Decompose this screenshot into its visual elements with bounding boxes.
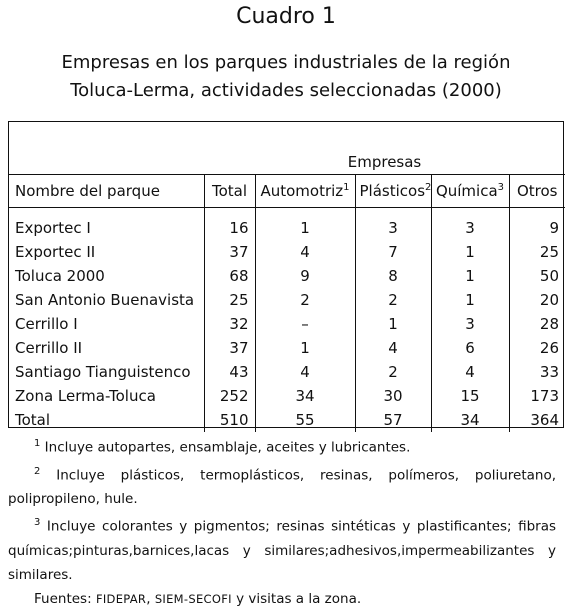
data-table-frame bbox=[8, 121, 564, 428]
cell-otros: 26 bbox=[509, 336, 565, 360]
group-header-empresas: Empresas bbox=[347, 153, 422, 171]
sources-line: Fuentes: FIDEPAR, SIEM-SECOFI y visitas a la zona. bbox=[34, 590, 362, 607]
footnote-3: $^3$ Incluye colorantes y pigmentos; resinas sintéticas y plastificantes; fibras químicas;pinturas,barnices,lacas y similares;adhesivos,impermeabilizantes y similares. bbox=[8, 517, 556, 583]
cell-total: 37 bbox=[204, 240, 255, 264]
table-row bbox=[9, 208, 565, 241]
footnote-ref: 2 bbox=[425, 182, 432, 193]
table-title-line-1: Empresas en los parques industriales de la región bbox=[61, 52, 511, 73]
cell-name: Santiago Tianguistenco bbox=[15, 363, 191, 381]
cell-automotriz: – bbox=[255, 312, 355, 336]
cell-otros: 25 bbox=[509, 240, 565, 264]
cell-plasticos: 2 bbox=[355, 288, 431, 312]
cell-quimica: 3 bbox=[431, 208, 509, 241]
col-header-total: Total bbox=[204, 175, 255, 208]
cell-plasticos: 2 bbox=[355, 360, 431, 384]
cell-automotriz: 2 bbox=[255, 288, 355, 312]
cell-total: 43 bbox=[204, 360, 255, 384]
cell-total: 37 bbox=[204, 336, 255, 360]
cell-total: 510 bbox=[204, 408, 255, 432]
table-row bbox=[9, 384, 565, 408]
cell-name: Cerrillo I bbox=[15, 315, 78, 333]
cell-plasticos: 1 bbox=[355, 312, 431, 336]
cell-otros: 33 bbox=[509, 360, 565, 384]
table-row bbox=[9, 288, 565, 312]
table-caption: Cuadro 1 bbox=[236, 4, 336, 29]
cell-total: 16 bbox=[204, 208, 255, 241]
table-body bbox=[9, 208, 565, 433]
cell-otros: 28 bbox=[509, 312, 565, 336]
cell-automotriz: 4 bbox=[255, 360, 355, 384]
cell-otros: 364 bbox=[509, 408, 565, 432]
cell-quimica: 15 bbox=[431, 384, 509, 408]
cell-automotriz: 55 bbox=[255, 408, 355, 432]
footnotes bbox=[8, 432, 556, 611]
cell-automotriz: 9 bbox=[255, 264, 355, 288]
table-row bbox=[9, 408, 565, 432]
col-header-otros: Otros bbox=[509, 175, 565, 208]
cell-plasticos: 4 bbox=[355, 336, 431, 360]
cell-otros: 20 bbox=[509, 288, 565, 312]
col-header-name: Nombre del parque bbox=[9, 175, 204, 208]
group-header-row bbox=[9, 122, 565, 175]
cell-name: Cerrillo II bbox=[15, 339, 83, 357]
table-row bbox=[9, 312, 565, 336]
footnote-ref: 3 bbox=[497, 182, 505, 193]
cell-total: 25 bbox=[204, 288, 255, 312]
col-header-automotriz: Automotriz$^1$ bbox=[255, 175, 355, 208]
col-header-plasticos: Plásticos$^2$ bbox=[355, 175, 431, 208]
footnote-1: $^1$ Incluye autopartes, ensamblaje, aceites y lubricantes. bbox=[34, 438, 411, 456]
cell-name: Zona Lerma-Toluca bbox=[15, 387, 156, 405]
cell-name: Exportec I bbox=[15, 219, 91, 237]
cell-automotriz: 1 bbox=[255, 336, 355, 360]
cell-plasticos: 7 bbox=[355, 240, 431, 264]
cell-otros: 9 bbox=[509, 208, 565, 241]
table-row bbox=[9, 240, 565, 264]
cell-plasticos: 3 bbox=[355, 208, 431, 241]
cell-quimica: 1 bbox=[431, 240, 509, 264]
cell-name: San Antonio Buenavista bbox=[15, 291, 195, 309]
table-row bbox=[9, 360, 565, 384]
cell-quimica: 6 bbox=[431, 336, 509, 360]
table-row bbox=[9, 264, 565, 288]
footnote-ref: 1 bbox=[343, 182, 350, 193]
col-header-quimica: Química$^3$ bbox=[431, 175, 509, 208]
cell-plasticos: 30 bbox=[355, 384, 431, 408]
cell-automotriz: 4 bbox=[255, 240, 355, 264]
cell-plasticos: 57 bbox=[355, 408, 431, 432]
cell-quimica: 3 bbox=[431, 312, 509, 336]
cell-automotriz: 1 bbox=[255, 208, 355, 241]
cell-total: 68 bbox=[204, 264, 255, 288]
cell-quimica: 1 bbox=[431, 264, 509, 288]
cell-quimica: 4 bbox=[431, 360, 509, 384]
cell-quimica: 34 bbox=[431, 408, 509, 432]
cell-otros: 173 bbox=[509, 384, 565, 408]
source-fidepar: FIDEPAR bbox=[95, 591, 147, 606]
data-table bbox=[9, 122, 565, 432]
cell-name: Exportec II bbox=[15, 243, 96, 261]
cell-plasticos: 8 bbox=[355, 264, 431, 288]
table-title-line-2: Toluca-Lerma, actividades seleccionadas (2000) bbox=[70, 80, 502, 101]
cell-name: Total bbox=[15, 411, 51, 429]
cell-quimica: 1 bbox=[431, 288, 509, 312]
footnote-2: $^2$ Incluye plásticos, termoplásticos, resinas, polímeros, poliuretano, polipropileno, hule. bbox=[8, 465, 556, 507]
cell-name: Toluca 2000 bbox=[15, 267, 105, 285]
cell-automotriz: 34 bbox=[255, 384, 355, 408]
source-siem-secofi: SIEM-SECOFI bbox=[154, 591, 232, 606]
cell-total: 32 bbox=[204, 312, 255, 336]
table-row bbox=[9, 336, 565, 360]
column-header-row bbox=[9, 175, 565, 208]
cell-otros: 50 bbox=[509, 264, 565, 288]
cell-total: 252 bbox=[204, 384, 255, 408]
